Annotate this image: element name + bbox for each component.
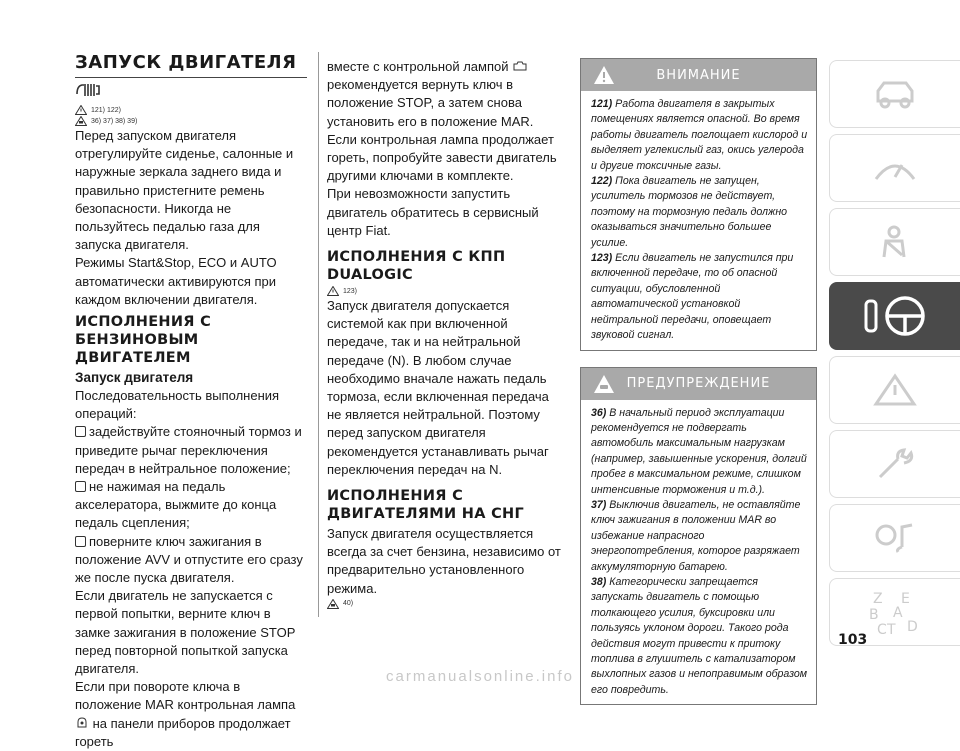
- tab-emergency[interactable]: [829, 356, 960, 424]
- paragraph: При невозможности запустить двигатель обратитесь в сервисный центр Fiat.: [327, 186, 539, 238]
- column-1: [75, 52, 307, 751]
- heading-dualogic: ИСПОЛНЕНИЯ С КПП DUALOGIC: [327, 249, 506, 284]
- paragraph: Запуск двигателя осуществляется всегда за счет бензина, независимо от предварительно установленного режима.: [327, 526, 561, 596]
- caution-car-icon: [75, 116, 87, 126]
- page-number: 103: [838, 632, 868, 648]
- engine-start-icon: [75, 82, 307, 103]
- immobilizer-lamp-icon: [75, 717, 89, 729]
- checkbox-bullet-icon: [75, 426, 86, 437]
- paragraph: Последовательность выполнения операций:: [75, 388, 280, 422]
- warning-box-body: 121) Работа двигателя в закрытых помещениях является опасной. Во время работы двигатель поглощает кислород и выделяет углекислый газ, окись углерода и другие токсичные газы. 122) Пока двигатель не запущен, усилитель тормозов не действует, поэтому на тормозную педаль должно оказываться значительно большее усилие. 123) Если двигатель не запустился при включенной передаче, то об опасной ситуации, обусловленной автоматической установкой нейтральной передачи, оповещает звуковой сигнал.: [591, 98, 808, 342]
- caution-car-icon: [593, 374, 615, 394]
- tab-starting-driving[interactable]: [829, 282, 960, 350]
- dashboard-icon: [872, 151, 918, 185]
- paragraph: Режимы Start&Stop, ECO и AUTO автоматически активируются при каждом включении двигателя.: [75, 255, 277, 307]
- paragraph: вместе с контрольной лампой рекомендуется вернуть ключ в положение STOP, а затем снова установить его в положение MAR. Если контрольная лампа продолжает гореть, попробуйте завести двигатель другими ключами в комплекте.: [327, 59, 557, 184]
- key-steering-wheel-icon: [860, 293, 930, 339]
- checkbox-bullet-icon: [75, 536, 86, 547]
- car-info-icon: [872, 77, 918, 111]
- caution-car-icon: [327, 599, 339, 609]
- checkbox-bullet-icon: [75, 481, 86, 492]
- warning-triangle-icon: [75, 105, 87, 115]
- section-title: ЗАПУСК ДВИГАТЕЛЯ: [75, 52, 307, 78]
- tab-service[interactable]: [829, 430, 960, 498]
- paragraph: Если двигатель не запускается с первой попытки, верните ключ в замке зажигания в положение STOP перед повторной попыткой запуска двигателя.: [75, 588, 296, 677]
- paragraph: Перед запуском двигателя отрегулируйте сиденье, салонные и наружные зеркала заднего вида и правильно пристегните ремень безопасности. Никогда не пользуйтесь педалью газа для запуска двигателя.: [75, 128, 294, 253]
- warning-box-header: ВНИМАНИЕ: [581, 59, 816, 91]
- tab-car-info[interactable]: [829, 60, 960, 128]
- watermark: carmanualsonline.info: [386, 668, 574, 685]
- engine-check-lamp-icon: [512, 60, 528, 72]
- paragraph: Запуск двигателя допускается системой как при включенной передаче, так и на нейтральной передаче (N). В любом случае необходимо вначале нажать педаль тормоза, если включенная передача не является нейтральной. Поэтому перед запуском двигателя рекомендуется устанавливать рычаг переключения передач на N.: [327, 298, 549, 477]
- caution-refs: 36) 37) 38) 39): [75, 116, 307, 126]
- tab-safety[interactable]: [829, 208, 960, 276]
- paragraph: Если при повороте ключа в положение MAR контрольная лампа на панели приборов продолжает гореть: [75, 679, 296, 749]
- warning-road-icon: [872, 373, 918, 407]
- svg-text:Z: Z: [873, 591, 883, 607]
- svg-text:T: T: [887, 622, 896, 637]
- seatbelt-safety-icon: [872, 225, 918, 259]
- chapter-tabs: [829, 60, 960, 652]
- svg-text:C: C: [877, 622, 887, 637]
- alphabetical-index-icon: [865, 587, 925, 637]
- column-divider: [318, 52, 319, 617]
- caution-refs: 40): [327, 599, 564, 609]
- heading-lpg: ИСПОЛНЕНИЯ С ДВИГАТЕЛЯМИ НА СНГ: [327, 488, 525, 523]
- warning-triangle-icon: [593, 65, 615, 85]
- column-3: [580, 58, 817, 705]
- step-3: поверните ключ зажигания в положение AVV и отпустите его сразу же после пуска двигателя.: [75, 533, 303, 586]
- step-2: не нажимая на педаль акселератора, выжмите до конца педаль сцепления;: [75, 479, 277, 531]
- svg-text:D: D: [907, 619, 918, 635]
- tab-dashboard[interactable]: [829, 134, 960, 202]
- caution-box: [580, 367, 817, 706]
- caution-box-body: 36) В начальный период эксплуатации рекомендуется не подвергать автомобиль максимальным нагрузкам (например, завышенные ускорения, долгий пробег в максимальном режиме, слишком интенсивные торможения и т.д.). 37) Выключив двигатель, не оставляйте ключ зажигания в положении MAR во избежание напрасного энергопотребления, которое разряжает аккумуляторную батарею. 38) Категорически запрещается запускать двигатель с помощью толкающего усилия, буксировки или пользуясь уклоном дороги. Такого рода действия могут привести к притоку топлива в глушитель с катализатором выхлопных газов и непоправимым образом его повредить.: [591, 406, 808, 696]
- svg-text:A: A: [893, 605, 903, 621]
- subheading-engine-start: Запуск двигателя: [75, 370, 194, 386]
- heading-petrol: ИСПОЛНЕНИЯ С БЕНЗИНОВЫМ ДВИГАТЕЛЕМ: [75, 314, 212, 367]
- svg-text:E: E: [901, 591, 910, 607]
- svg-text:B: B: [869, 607, 879, 623]
- column-2: [327, 58, 564, 610]
- tab-multimedia[interactable]: [829, 504, 960, 572]
- music-navigation-icon: [872, 521, 918, 555]
- step-1: задействуйте стояночный тормоз и приведите рычаг переключения передач в нейтральное положение;: [75, 424, 302, 476]
- warning-box: [580, 58, 817, 351]
- warning-refs: 121) 122): [75, 105, 307, 115]
- warning-triangle-icon: [327, 286, 339, 296]
- wrench-service-icon: [872, 447, 918, 481]
- warning-refs: 123): [327, 286, 564, 296]
- caution-box-header: ПРЕДУПРЕЖДЕНИЕ: [581, 368, 816, 400]
